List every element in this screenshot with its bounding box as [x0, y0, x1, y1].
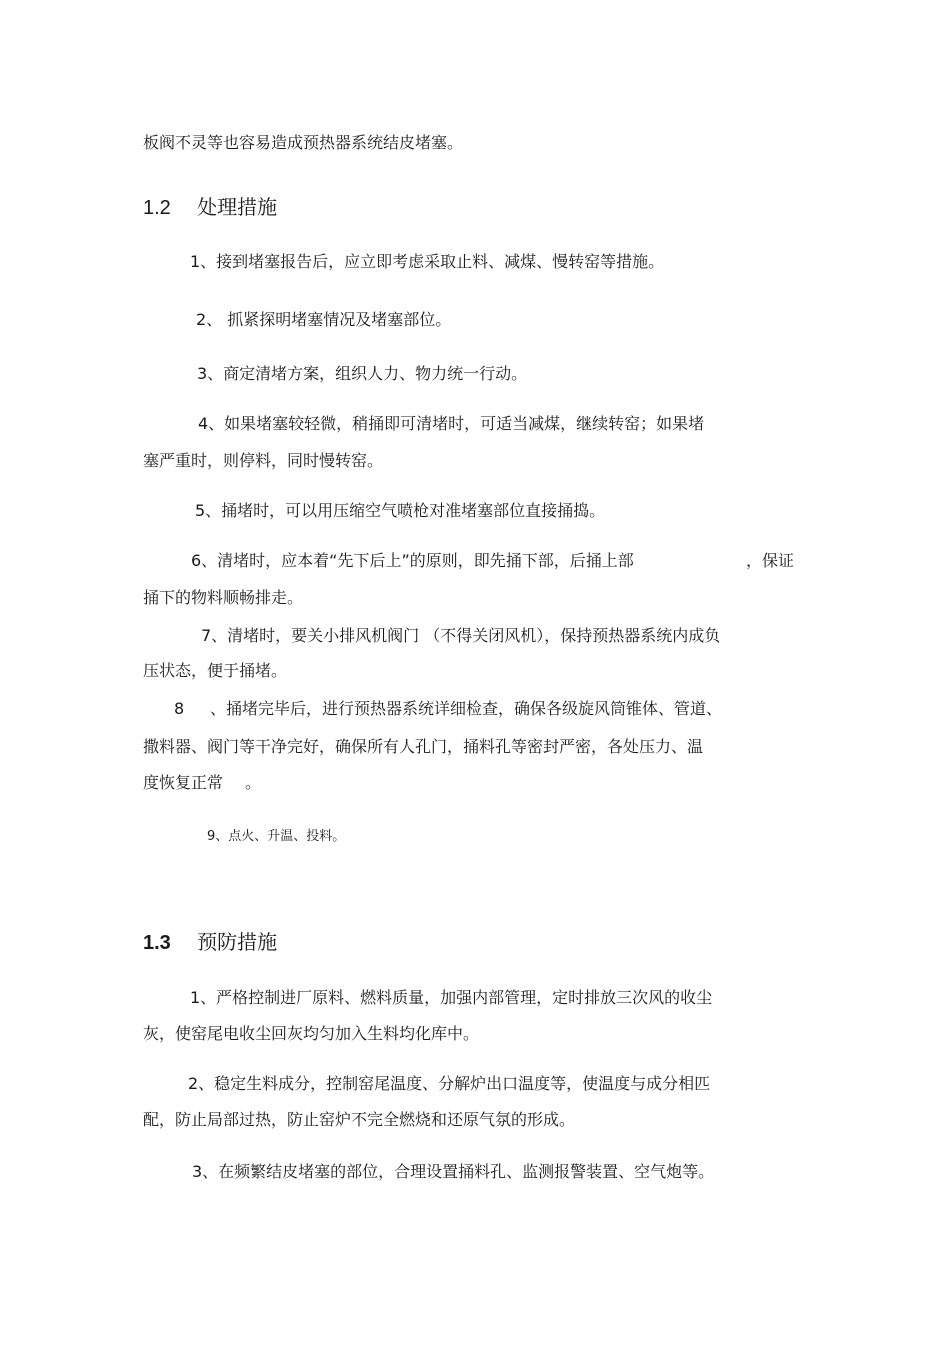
- list-item: 7、清堵时，要关小排风机阀门 （不得关闭风机），保持预热器系统内成负: [201, 626, 721, 645]
- intro-line: 板阀不灵等也容易造成预热器系统结皮堵塞。: [143, 133, 464, 152]
- section-title: 预防措施: [197, 930, 278, 954]
- section-number: 1.3: [143, 932, 171, 954]
- list-item-continuation: 塞严重时，则停料，同时慢转窑。: [143, 451, 384, 470]
- section-heading-1-3: [143, 930, 277, 955]
- list-item-continuation: 配，防止局部过热，防止窑炉不完全燃烧和还原气氛的形成。: [143, 1110, 576, 1129]
- list-item: 4、如果堵塞较轻微，稍捅即可清堵时，可适当减煤，继续转窑；如果堵: [198, 414, 705, 433]
- list-item-continuation: 灰，使窑尾电收尘回灰均匀加入生料均化库中。: [143, 1024, 480, 1043]
- list-item: 3、在频繁结皮堵塞的部位，合理设置捅料孔、监测报警装置、空气炮等。: [192, 1162, 715, 1181]
- list-item: 5、捅堵时，可以用压缩空气喷枪对准堵塞部位直接捅捣。: [195, 501, 606, 520]
- list-item: 1、严格控制进厂原料、燃料质量，加强内部管理，定时排放三次风的收尘: [190, 988, 713, 1007]
- section-heading-1-2: [143, 195, 277, 220]
- list-item: 2、稳定生料成分，控制窑尾温度、分解炉出口温度等，使温度与成分相匹: [188, 1074, 711, 1093]
- list-item: 3、商定清堵方案，组织人力、物力统一行动。: [197, 364, 528, 383]
- list-item: 2、 抓紧探明堵塞情况及堵塞部位。: [196, 310, 452, 329]
- list-item: 、捅堵完毕后，进行预热器系统详细检查，确保各级旋风筒锥体、管道、: [210, 699, 723, 718]
- list-item-continuation: 度恢复正常: [143, 773, 224, 792]
- list-item-continuation: 捅下的物料顺畅排走。: [143, 588, 304, 607]
- list-item: 1、接到堵塞报告后，应立即考虑采取止料、减煤、慢转窑等措施。: [190, 252, 665, 271]
- list-item-fragment: 。: [245, 773, 262, 792]
- list-item-continuation: 撒料器、阀门等干净完好，确保所有人孔门，捅料孔等密封严密，各处压力、温: [143, 737, 704, 756]
- list-item: 9、点火、升温、投料。: [207, 829, 346, 844]
- list-item-fragment: ，保证: [746, 551, 795, 570]
- list-item-number: 8: [174, 699, 185, 718]
- list-item: 6、清堵时，应本着“先下后上”的原则，即先捅下部，后捅上部: [191, 551, 634, 570]
- section-title: 处理措施: [197, 195, 278, 219]
- list-item-continuation: 压状态，便于捅堵。: [143, 661, 288, 680]
- section-number: 1.2: [143, 197, 171, 219]
